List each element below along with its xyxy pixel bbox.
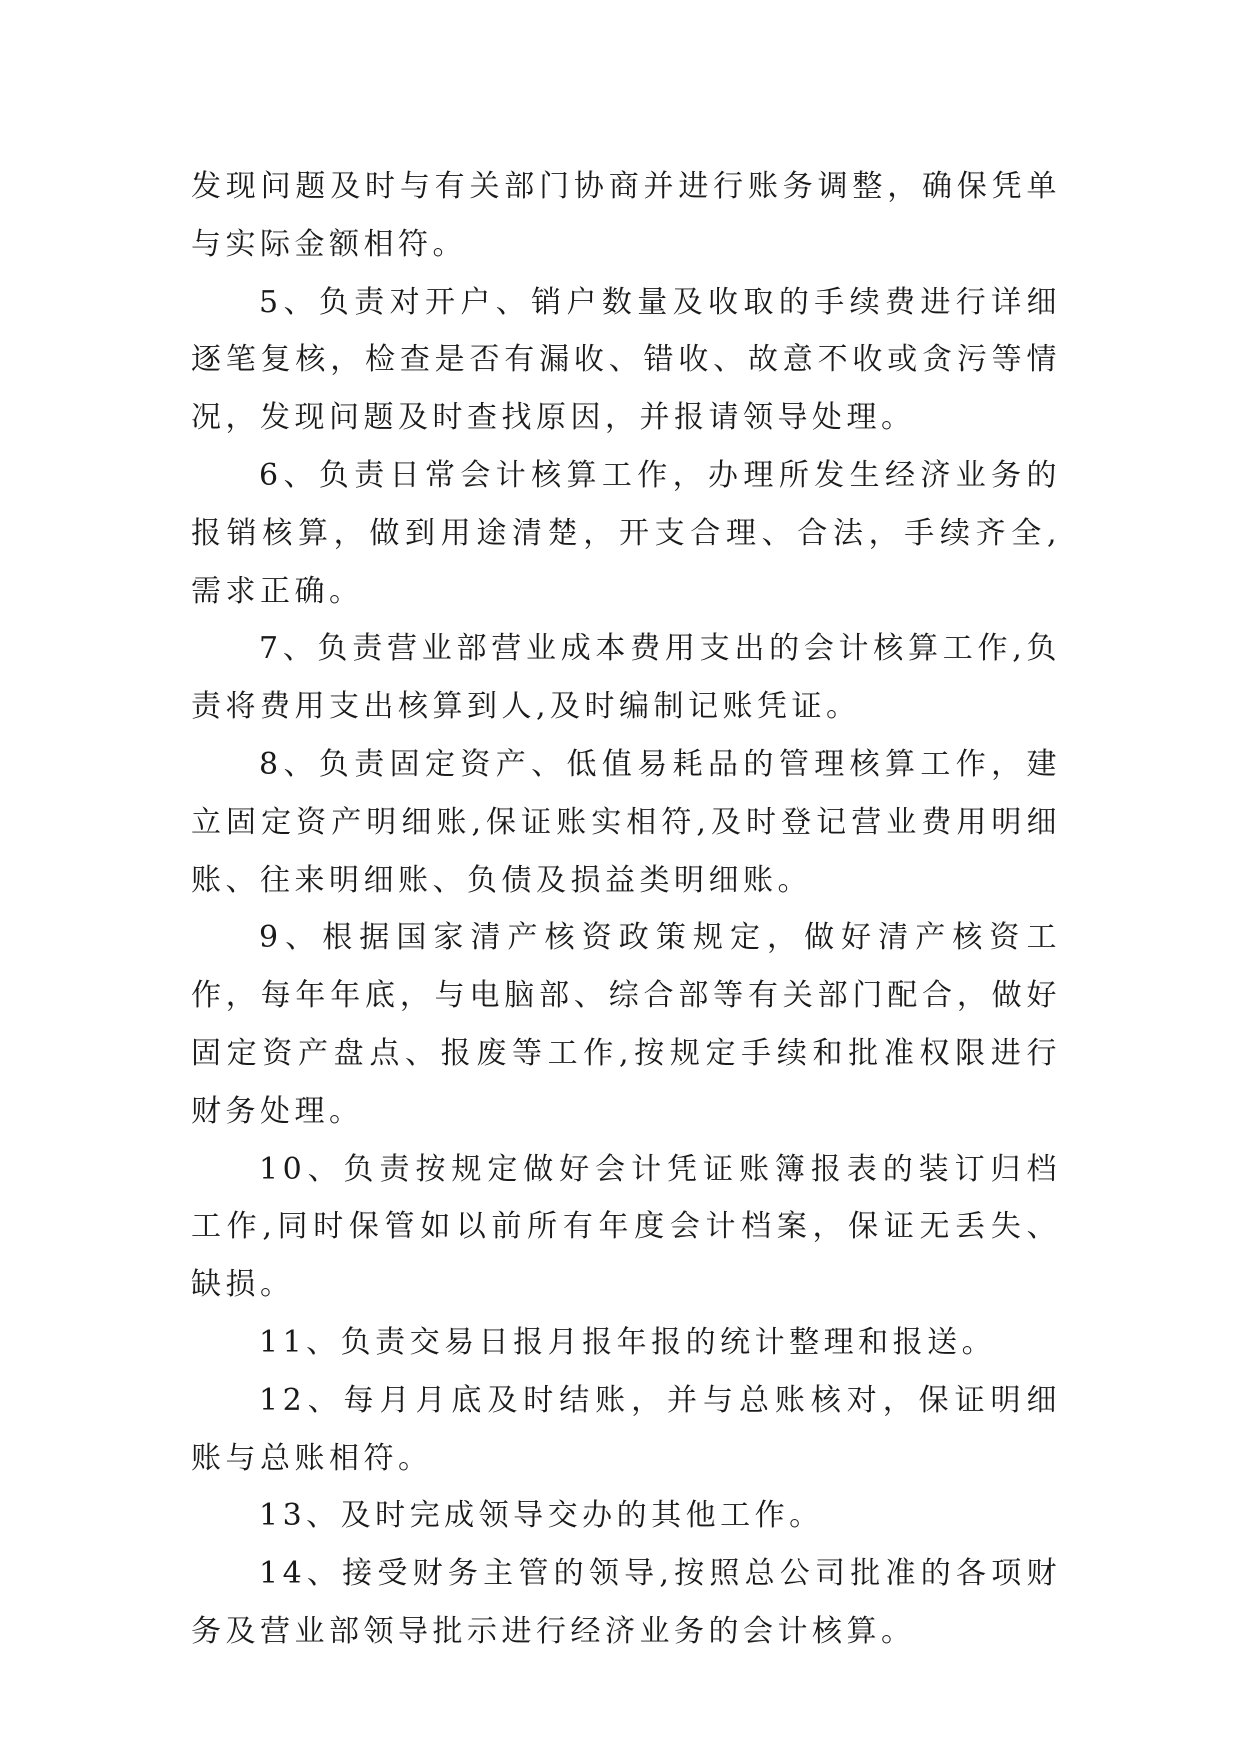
paragraph-item-12: 12、每月月底及时结账，并与总账核对，保证明细账与总账相符。 (191, 1382, 1061, 1476)
paragraph-item-5: 5、负责对开户、销户数量及收取的手续费进行详细逐笔复核，检查是否有漏收、错收、故意不收或贪污等情况，发现问题及时查找原因，并报请领导处理。 (191, 284, 1061, 436)
paragraph-item-7: 7、负责营业部营业成本费用支出的会计核算工作,负责将费用支出核算到人,及时编制记账凭证。 (191, 631, 1061, 725)
paragraph-item-8: 8、负责固定资产、低值易耗品的管理核算工作，建立固定资产明细账,保证账实相符,及时登记营业费用明细账、往来明细账、负债及损益类明细账。 (191, 746, 1061, 898)
paragraph-item-14: 14、接受财务主管的领导,按照总公司批准的各项财务及营业部领导批示进行经济业务的会计核算。 (191, 1556, 1061, 1649)
paragraph-item-9: 9、根据国家清产核资政策规定，做好清产核资工作，每年年底，与电脑部、综合部等有关部门配合，做好固定资产盘点、报废等工作,按规定手续和批准权限进行财务处理。 (191, 920, 1061, 1129)
document-body (191, 158, 1061, 1661)
paragraph-item-10: 10、负责按规定做好会计凭证账簿报表的装订归档工作,同时保管如以前所有年度会计档案，保证无丢失、缺损。 (191, 1151, 1061, 1303)
paragraph-item-13: 13、及时完成领导交办的其他工作。 (259, 1498, 824, 1534)
paragraph-item-6: 6、负责日常会计核算工作，办理所发生经济业务的报销核算，做到用途清楚，开支合理、合法，手续齐全,需求正确。 (191, 457, 1061, 609)
paragraph-item-11: 11、负责交易日报月报年报的统计整理和报送。 (259, 1324, 997, 1360)
paragraph-continuation: 发现问题及时与有关部门协商并进行账务调整，确保凭单与实际金额相符。 (191, 169, 1061, 262)
